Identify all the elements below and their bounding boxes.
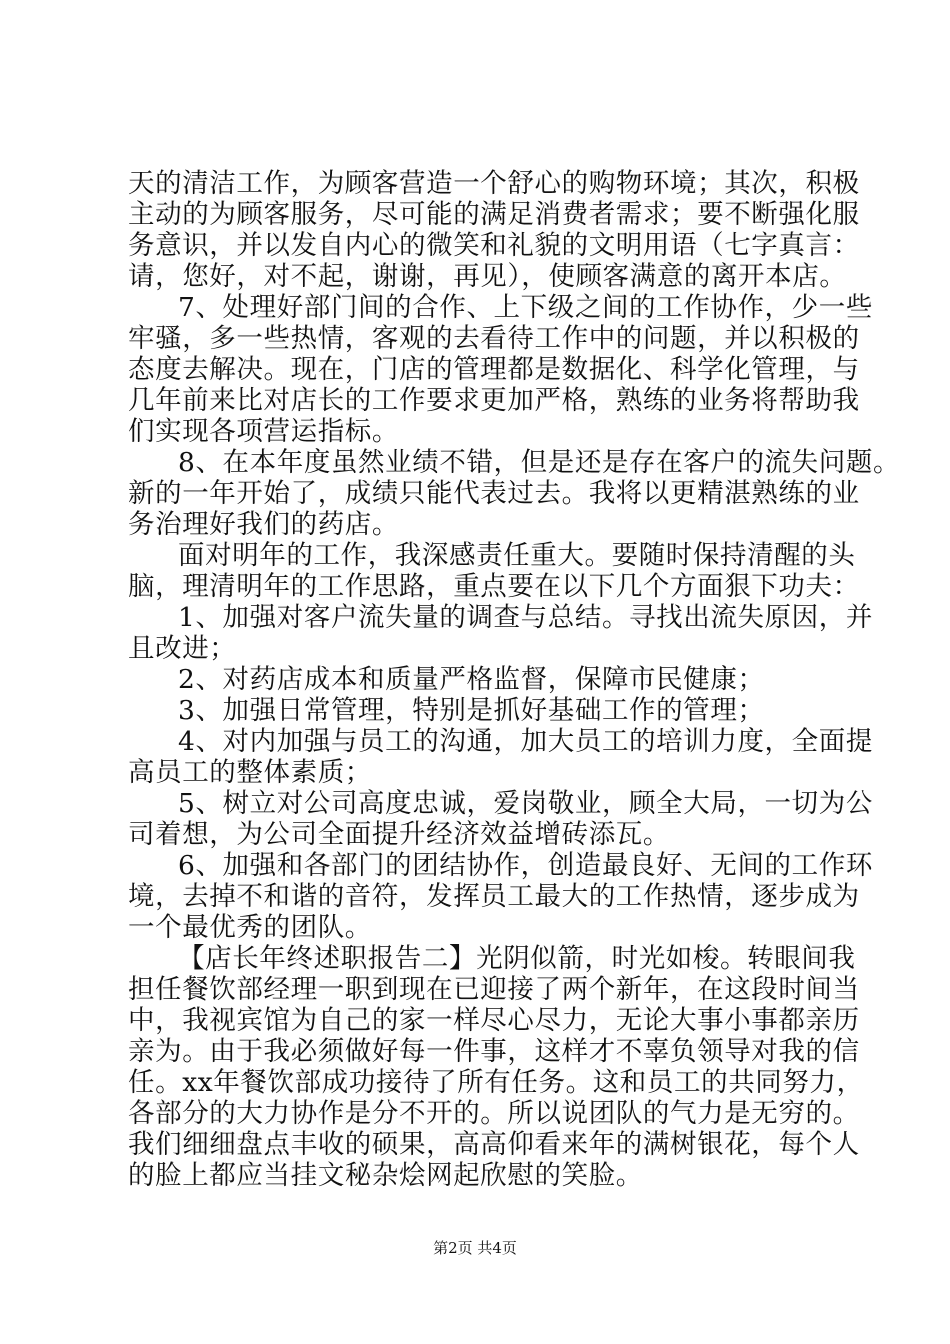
- text-line: 脑，理清明年的工作思路，重点要在以下几个方面狠下功夫：: [128, 571, 860, 602]
- text-line: 主动的为顾客服务，尽可能的满足消费者需求；要不断强化服: [128, 199, 860, 230]
- document-body: [128, 168, 901, 1191]
- text-line: 且改进；: [128, 633, 237, 664]
- text-line: 境，去掉不和谐的音符，发挥员工最大的工作热情，逐步成为: [128, 881, 860, 912]
- text-line: 我们细细盘点丰收的硕果，高高仰看来年的满树银花，每个人: [128, 1129, 860, 1160]
- paragraph-start-line: 【店长年终述职报告二】光阴似箭，时光如梭。转眼间我: [178, 943, 856, 974]
- text-line: 几年前来比对店长的工作要求更加严格，熟练的业务将帮助我: [128, 385, 860, 416]
- paragraph-start-line: 面对明年的工作，我深感责任重大。要随时保持清醒的头: [178, 540, 856, 571]
- text-line: 天的清洁工作，为顾客营造一个舒心的购物环境；其次，积极: [128, 168, 860, 199]
- list-item-line: 6、加强和各部门的团结协作，创造最良好、无间的工作环: [178, 850, 873, 881]
- text-line: 们实现各项营运指标。: [128, 416, 399, 447]
- text-line: 务意识，并以发自内心的微笑和礼貌的文明用语（七字真言：: [128, 230, 860, 261]
- text-line: 担任餐饮部经理一职到现在已迎接了两个新年，在这段时间当: [128, 974, 860, 1005]
- list-item-line: 4、对内加强与员工的沟通，加大员工的培训力度，全面提: [178, 726, 873, 757]
- text-line: 牢骚，多一些热情，客观的去看待工作中的问题，并以积极的: [128, 323, 860, 354]
- text-line: 一个最优秀的团队。: [128, 912, 372, 943]
- text-line: 态度去解决。现在，门店的管理都是数据化、科学化管理，与: [128, 354, 860, 385]
- page-number-footer: 第2页 共4页: [433, 1239, 517, 1257]
- list-item-line: 2、对药店成本和质量严格监督，保障市民健康；: [178, 664, 765, 695]
- paragraph-start-line: 8、在本年度虽然业绩不错，但是还是存在客户的流失问题。: [178, 447, 901, 478]
- text-line: 司着想，为公司全面提升经济效益增砖添瓦。: [128, 819, 670, 850]
- text-line: 亲为。由于我必须做好每一件事，这样才不辜负领导对我的信: [128, 1036, 860, 1067]
- text-line: 的脸上都应当挂文秘杂烩网起欣慰的笑脸。: [128, 1160, 643, 1191]
- list-item-line: 3、加强日常管理，特别是抓好基础工作的管理；: [178, 695, 765, 726]
- text-line: 任。xx年餐饮部成功接待了所有任务。这和员工的共同努力，: [128, 1067, 864, 1098]
- text-line: 中，我视宾馆为自己的家一样尽心尽力，无论大事小事都亲历: [128, 1005, 860, 1036]
- text-line: 各部分的大力协作是分不开的。所以说团队的气力是无穷的。: [128, 1098, 860, 1129]
- text-line: 务治理好我们的药店。: [128, 509, 399, 540]
- paragraph-start-line: 7、处理好部门间的合作、上下级之间的工作协作，少一些: [178, 292, 873, 323]
- text-line: 请，您好，对不起，谢谢，再见），使顾客满意的离开本店。: [128, 261, 847, 292]
- text-line: 高员工的整体素质；: [128, 757, 372, 788]
- list-item-line: 1、加强对客户流失量的调查与总结。寻找出流失原因，并: [178, 602, 873, 633]
- list-item-line: 5、树立对公司高度忠诚，爱岗敬业，顾全大局，一切为公: [178, 788, 873, 819]
- text-line: 新的一年开始了，成绩只能代表过去。我将以更精湛熟练的业: [128, 478, 860, 509]
